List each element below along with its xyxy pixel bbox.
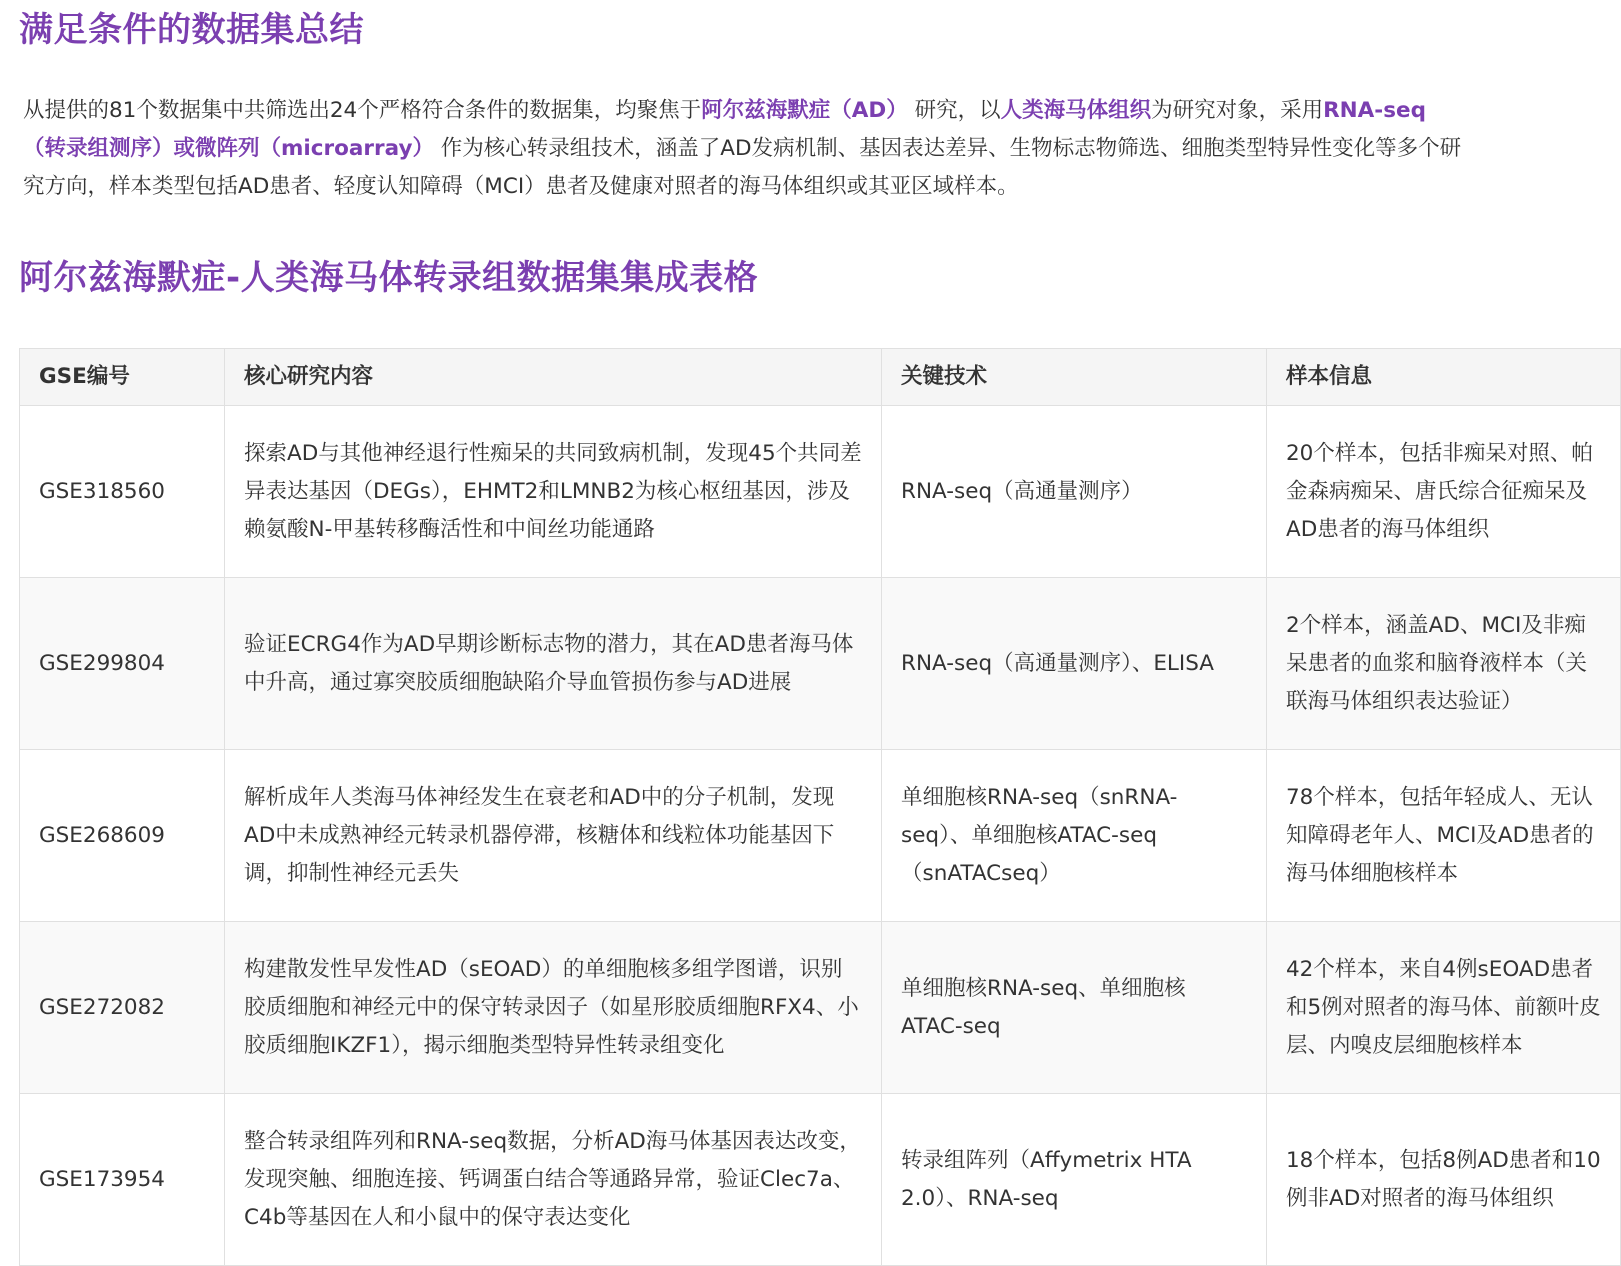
cell-sample-info: 2个样本，涵盖AD、MCI及非痴呆患者的血浆和脑脊液样本（关联海马体组织表达验证）	[1267, 578, 1621, 750]
header-key-tech: 关键技术	[882, 349, 1267, 406]
highlight-hippocampus: 人类海马体组织	[1000, 98, 1152, 123]
cell-sample-info: 20个样本，包括非痴呆对照、帕金森病痴呆、唐氏综合征痴呆及AD患者的海马体组织	[1267, 406, 1621, 578]
highlight-technology: RNA-seq（转录组测序）或微阵列（microarray）	[23, 98, 1426, 161]
cell-sample-info: 18个样本，包括8例AD患者和10例非AD对照者的海马体组织	[1267, 1094, 1621, 1266]
summary-text-2: 研究，以	[907, 98, 1001, 123]
cell-gse-id: GSE268609	[20, 750, 225, 922]
table-heading: 阿尔兹海默症-人类海马体转录组数据集集成表格	[19, 258, 759, 298]
cell-sample-info: 78个样本，包括年轻成人、无认知障碍老年人、MCI及AD患者的海马体细胞核样本	[1267, 750, 1621, 922]
cell-core-content: 解析成年人类海马体神经发生在衰老和AD中的分子机制，发现AD中未成熟神经元转录机器停滞，核糖体和线粒体功能基因下调，抑制性神经元丢失	[225, 750, 882, 922]
table-row	[20, 1094, 1621, 1266]
cell-gse-id: GSE173954	[20, 1094, 225, 1266]
cell-key-tech: 单细胞核RNA-seq（snRNA-seq）、单细胞核ATAC-seq（snATACseq）	[882, 750, 1267, 922]
document-content	[19, 0, 1601, 1266]
table-row	[20, 406, 1621, 578]
cell-gse-id: GSE318560	[20, 406, 225, 578]
cell-key-tech: 单细胞核RNA-seq、单细胞核ATAC-seq	[882, 922, 1267, 1094]
table-row	[20, 578, 1621, 750]
summary-text-1: 从提供的81个数据集中共筛选出24个严格符合条件的数据集，均聚焦于	[23, 98, 702, 123]
cell-key-tech: RNA-seq（高通量测序）、ELISA	[882, 578, 1267, 750]
table-row	[20, 750, 1621, 922]
cell-key-tech: 转录组阵列（Affymetrix HTA 2.0）、RNA-seq	[882, 1094, 1267, 1266]
cell-gse-id: GSE272082	[20, 922, 225, 1094]
dataset-table	[19, 348, 1621, 1266]
summary-text-3: 为研究对象，采用	[1151, 98, 1324, 123]
highlight-ad: 阿尔兹海默症（AD）	[701, 98, 908, 123]
cell-key-tech: RNA-seq（高通量测序）	[882, 406, 1267, 578]
header-core-content: 核心研究内容	[225, 349, 882, 406]
cell-gse-id: GSE299804	[20, 578, 225, 750]
dataset-table-wrapper	[19, 348, 1601, 1266]
summary-paragraph	[23, 92, 1463, 206]
cell-core-content: 整合转录组阵列和RNA-seq数据，分析AD海马体基因表达改变，发现突触、细胞连接、钙调蛋白结合等通路异常，验证Clec7a、C4b等基因在人和小鼠中的保守表达变化	[225, 1094, 882, 1266]
cell-sample-info: 42个样本，来自4例sEOAD患者和5例对照者的海马体、前额叶皮层、内嗅皮层细胞核样本	[1267, 922, 1621, 1094]
summary-text-4: 作为核心转录组技术，涵盖了AD发病机制、基因表达差异、生物标志物筛选、细胞类型特异性变化等多个研究方向，样本类型包括AD患者、轻度认知障碍（MCI）患者及健康对照者的海马体组织或其亚区域样本。	[23, 136, 1462, 199]
cell-core-content: 探索AD与其他神经退行性痴呆的共同致病机制，发现45个共同差异表达基因（DEGs），EHMT2和LMNB2为核心枢纽基因，涉及赖氨酸N-甲基转移酶活性和中间丝功能通路	[225, 406, 882, 578]
summary-heading: 满足条件的数据集总结	[19, 10, 364, 50]
table-header-row	[20, 349, 1621, 406]
header-gse-id: GSE编号	[20, 349, 225, 406]
cell-core-content: 验证ECRG4作为AD早期诊断标志物的潜力，其在AD患者海马体中升高，通过寡突胶质细胞缺陷介导血管损伤参与AD进展	[225, 578, 882, 750]
header-sample-info: 样本信息	[1267, 349, 1621, 406]
cell-core-content: 构建散发性早发性AD（sEOAD）的单细胞核多组学图谱，识别胶质细胞和神经元中的保守转录因子（如星形胶质细胞RFX4、小胶质细胞IKZF1），揭示细胞类型特异性转录组变化	[225, 922, 882, 1094]
table-row	[20, 922, 1621, 1094]
